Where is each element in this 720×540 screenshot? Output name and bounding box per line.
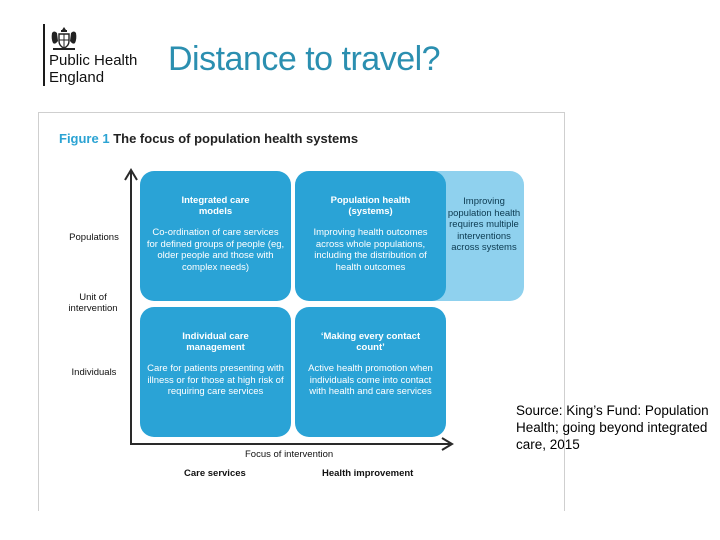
source-text: : King’s Fund: Population Health; going beyond integrated care, 2015	[516, 403, 709, 452]
box-heading: Integrated care models	[181, 195, 250, 217]
y-label-populations: Populations	[69, 232, 119, 243]
box-heading: Individual care management	[182, 331, 249, 353]
box-heading: ‘Making every contact count’	[320, 331, 421, 353]
x-label-health-improvement: Health improvement	[322, 468, 414, 479]
slide-title: Distance to travel?	[168, 40, 441, 78]
box-body: Improving health outcomes across whole populations, including the distribution of health outcomes	[313, 227, 428, 273]
figure-number: Figure 1	[59, 131, 110, 146]
source-note	[516, 402, 716, 453]
x-label-care-services: Care services	[184, 468, 246, 479]
box-body: Co-ordination of care services for defined groups of people (eg, older people and those with complex needs)	[146, 227, 285, 273]
box-body: Care for patients presenting with illness or for those at high risk of requiring care services	[147, 363, 284, 397]
y-label-individuals: Individuals	[71, 367, 117, 378]
source-label: Source	[516, 403, 559, 418]
x-axis-title: Focus of intervention	[245, 449, 334, 460]
figure-title-text: The focus of population health systems	[113, 131, 359, 146]
box-heading: Population health (systems)	[330, 195, 411, 217]
y-label-unit-of-intervention: Unit of intervention	[68, 292, 118, 314]
logo-text: Public Health England	[49, 52, 138, 86]
extension-text: Improving population health requires multiple interventions across systems	[447, 196, 521, 253]
box-body: Active health promotion when individuals come into contact with health and care services	[308, 363, 433, 397]
